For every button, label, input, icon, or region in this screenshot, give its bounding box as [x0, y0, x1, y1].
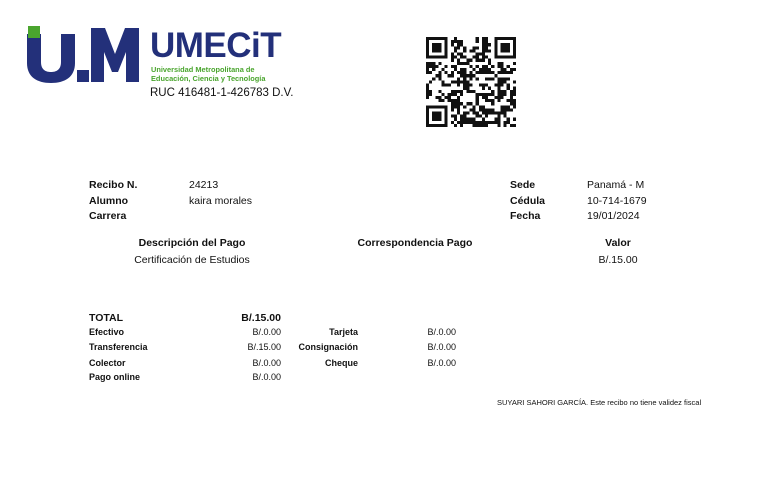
carrera-label: Carrera	[89, 210, 127, 222]
fecha-label: Fecha	[510, 210, 541, 222]
brand-subtitle-line2: Educación, Ciencia y Tecnología	[151, 74, 266, 83]
tarjeta-value: B/.0.00	[427, 327, 456, 337]
alumno-value: kaira morales	[189, 195, 253, 207]
header-valor: Valor	[605, 237, 631, 249]
transferencia-value: B/.15.00	[247, 342, 281, 352]
colector-label: Colector	[89, 358, 126, 368]
cedula-value: 10-714-1679	[587, 195, 647, 207]
row-valor: B/.15.00	[598, 254, 638, 266]
consignacion-value: B/.0.00	[427, 342, 456, 352]
recibo-value: 24213	[189, 179, 219, 191]
footer-note: SUYARI SAHORI GARCÍA. Este recibo no tiene validez fiscal	[497, 398, 702, 407]
row-descripcion: Certificación de Estudios	[134, 254, 250, 266]
fecha-value: 19/01/2024	[587, 210, 640, 222]
total-label: TOTAL	[89, 312, 124, 324]
sede-value: Panamá - M	[587, 179, 645, 191]
brand-name: UMECiT	[150, 26, 282, 65]
brand-subtitle	[151, 65, 265, 83]
recibo-label: Recibo N.	[89, 179, 138, 191]
sede-label: Sede	[510, 179, 536, 191]
brand-subtitle-line1: Universidad Metropolitana de	[151, 65, 255, 74]
umecit-logo-mark	[27, 26, 140, 84]
pago-online-label: Pago online	[89, 372, 141, 382]
efectivo-value: B/.0.00	[252, 327, 281, 337]
transferencia-label: Transferencia	[89, 342, 148, 352]
consignacion-label: Consignación	[298, 342, 358, 352]
alumno-label: Alumno	[89, 195, 129, 207]
cedula-label: Cédula	[510, 195, 546, 207]
header-correspondencia: Correspondencia Pago	[357, 237, 473, 249]
header-descripcion: Descripción del Pago	[138, 237, 246, 249]
cheque-label: Cheque	[324, 358, 358, 368]
tarjeta-label: Tarjeta	[329, 327, 358, 337]
efectivo-label: Efectivo	[89, 327, 125, 337]
cheque-value: B/.0.00	[427, 358, 456, 368]
total-value: B/.15.00	[241, 312, 281, 324]
colector-value: B/.0.00	[252, 358, 281, 368]
pago-online-value: B/.0.00	[252, 372, 281, 382]
ruc-number: RUC 416481-1-426783 D.V.	[150, 87, 294, 99]
qr-code-icon	[426, 37, 516, 127]
